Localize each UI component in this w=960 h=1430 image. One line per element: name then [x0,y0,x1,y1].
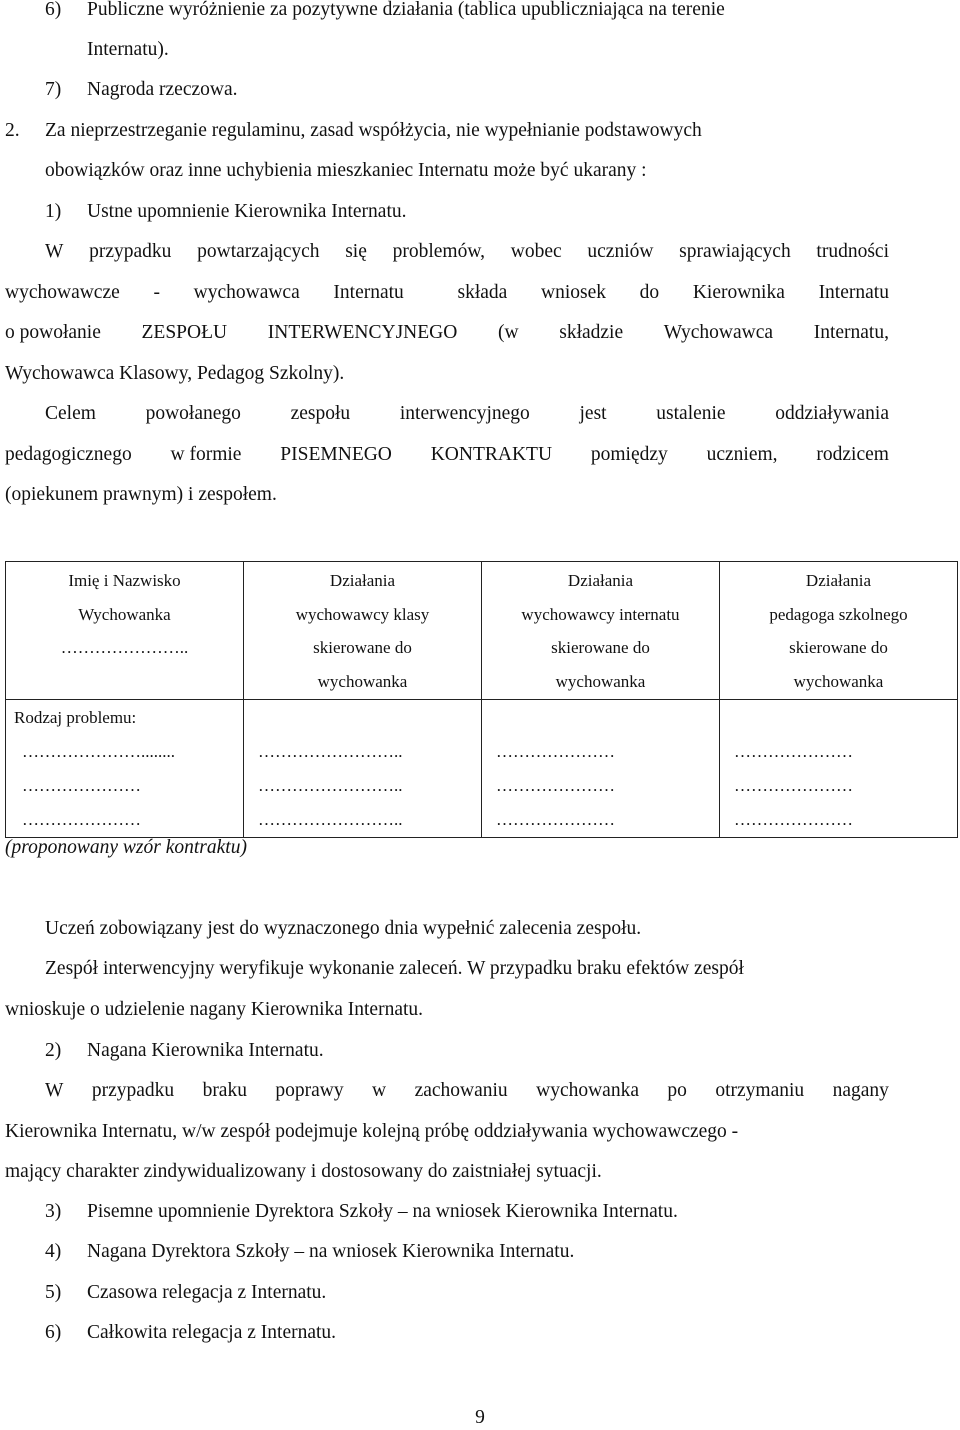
para3-line3: mający charakter zindywidualizowany i dostosowany do zaistniałej sytuacji. [5,1161,602,1182]
class-teacher-actions: …………………….. …………………….. …………………….. [244,699,482,837]
page-number: 9 [475,1407,485,1428]
table-header-row [6,562,958,700]
header-class-teacher: Działania wychowawcy klasy skierowane do wychowanka [244,562,482,700]
para2-line1: Celem powołanego zespołu interwencyjnego jest ustalenie oddziaływania [45,403,889,424]
list-item-6: 6) Publiczne wyróżnienie za pozytywne działania (tablica upubliczniająca na terenie [45,0,725,20]
after-line3: wnioskuje o udzielenie nagany Kierownika Internatu. [5,999,424,1020]
para2-line2: pedagogicznego w formie PISEMNEGO KONTRAKTU pomiędzy uczniem, rodzicem [5,444,889,465]
after-line1: Uczeń zobowiązany jest do wyznaczonego dnia wypełnić zalecenia zespołu. [45,918,642,939]
para3-line2: Kierownika Internatu, w/w zespół podejmuje kolejną próbę oddziaływania wychowawczego - [5,1121,739,1142]
after-line2: Zespół interwencyjny weryfikuje wykonanie zaleceń. W przypadku braku efektów zespół [45,958,744,979]
para1-line4: Wychowawca Klasowy, Pedagog Szkolny). [5,363,345,384]
problem-cell: Rodzaj problemu: …………………........ ………………… ………………… [6,699,244,837]
point-2-line2: obowiązków oraz inne uchybienia mieszkaniec Internatu może być ukarany : [45,160,647,181]
list-item-6-continuation: Internatu). [87,39,169,60]
para2-line3: (opiekunem prawnym) i zespołem. [5,484,277,505]
table-row [6,699,958,837]
dorm-teacher-actions: ………………… ………………… ………………… [482,699,720,837]
para1-line3: o powołanie ZESPOŁU INTERWENCYJNEGO (w składzie Wychowawca Internatu, [5,322,889,343]
list-item-4: 4) Nagana Dyrektora Szkoły – na wniosek Kierownika Internatu. [45,1241,575,1262]
list-item-5: 5) Czasowa relegacja z Internatu. [45,1282,327,1303]
point-2: 2. Za nieprzestrzeganie regulaminu, zasad współżycia, nie wypełnianie podstawowych [5,120,702,141]
list-item-3: 3) Pisemne upomnienie Dyrektora Szkoły – na wniosek Kierownika Internatu. [45,1201,678,1222]
contract-table [5,561,958,838]
para1-line2: wychowawcze - wychowawca Internatu składa wniosek do Kierownika Internatu [5,282,889,303]
para3-line1: W przypadku braku poprawy w zachowaniu wychowanka po otrzymaniu nagany [45,1080,889,1101]
list-item-1: 1) Ustne upomnienie Kierownika Internatu. [45,201,407,222]
header-student: Imię i Nazwisko Wychowanka ………………….. [6,562,244,700]
contract-note: (proponowany wzór kontraktu) [5,837,247,858]
header-dorm-teacher: Działania wychowawcy internatu skierowane do wychowanka [482,562,720,700]
pedagogue-actions: ………………… ………………… ………………… [720,699,958,837]
header-pedagogue: Działania pedagoga szkolnego skierowane do wychowanka [720,562,958,700]
para1-line1: W przypadku powtarzających się problemów, wobec uczniów sprawiających trudności [45,241,889,262]
list-item-6b: 6) Całkowita relegacja z Internatu. [45,1322,337,1343]
list-item-7: 7) Nagroda rzeczowa. [45,79,238,100]
list-item-2: 2) Nagana Kierownika Internatu. [45,1040,324,1061]
